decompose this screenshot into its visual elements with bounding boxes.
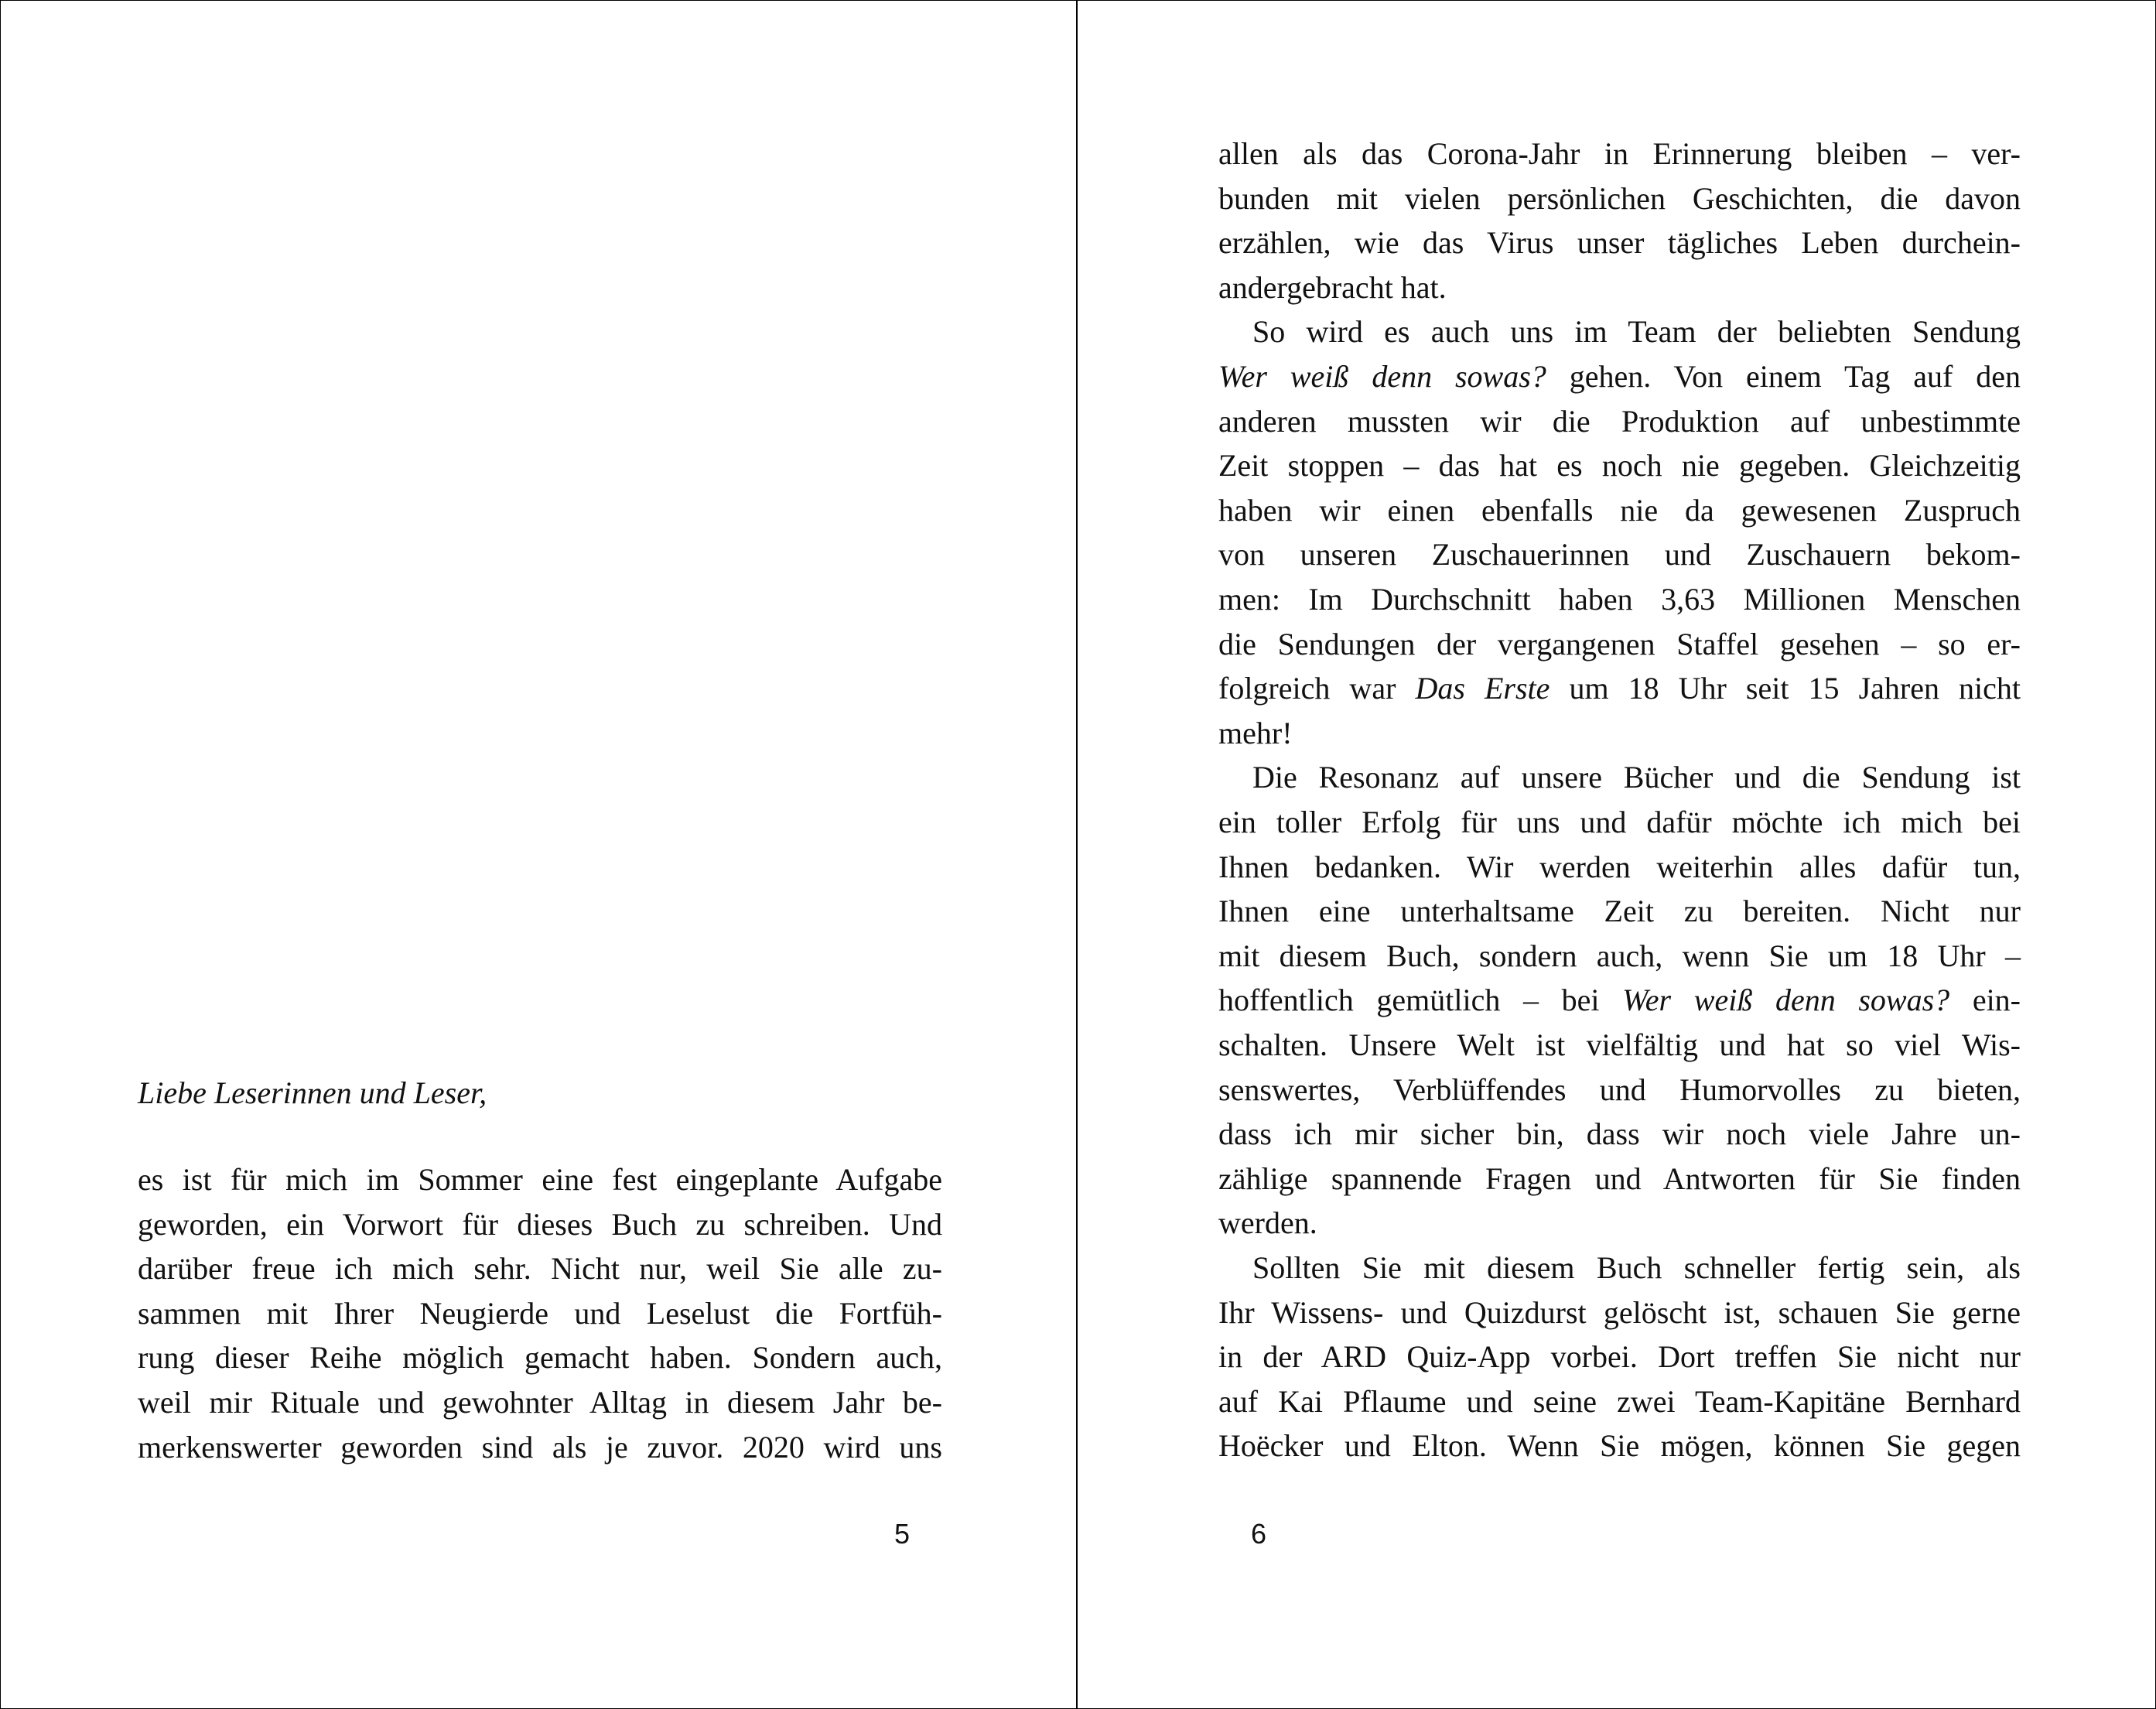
text-line (1218, 443, 2021, 488)
text-segment: merkenswerter geworden sind als je zuvor. 2020 wird uns (138, 1429, 942, 1465)
italic-title: Wer weiß denn sowas? (1218, 359, 1546, 394)
text-segment: ein- (1949, 983, 2021, 1018)
text-segment: werden. (1218, 1205, 1317, 1241)
text-segment: weil mir Rituale und gewohnter Alltag in diesem Jahr be- (138, 1385, 942, 1420)
text-line (1218, 622, 2021, 667)
text-line (1218, 1201, 2021, 1246)
text-segment: sammen mit Ihrer Neugierde und Leselust die Fortfüh- (138, 1295, 942, 1331)
text-line (1218, 978, 2021, 1023)
text-segment: es ist für mich im Sommer eine fest eingeplante Aufgabe (138, 1162, 942, 1197)
text-line (1218, 1023, 2021, 1068)
text-line (1218, 1379, 2021, 1424)
text-line (1218, 666, 2021, 711)
text-segment: geworden, ein Vorwort für dieses Buch zu schreiben. Und (138, 1206, 942, 1242)
text-line (1218, 711, 2021, 756)
text-segment: gehen. Von einem Tag auf den (1546, 359, 2021, 394)
text-segment: von unseren Zuschauerinnen und Zuschauern bekom- (1218, 537, 2021, 573)
text-segment: allen als das Corona-Jahr in Erinnerung bleiben – ver- (1218, 136, 2021, 171)
text-line (1218, 1112, 2021, 1157)
text-line (138, 1380, 942, 1425)
page-number-left: 5 (894, 1518, 911, 1550)
text-segment: die Sendungen der vergangenen Staffel gesehen – so er- (1218, 626, 2021, 661)
text-segment: Sollten Sie mit diesem Buch schneller fertig sein, als (1252, 1250, 2021, 1285)
text-line (1218, 1068, 2021, 1113)
salutation: Liebe Leserinnen und Leser, (138, 1075, 487, 1110)
text-line (1218, 265, 2021, 310)
text-segment: erzählen, wie das Virus unser tägliches Leben durchein- (1218, 225, 2021, 261)
text-line (1218, 845, 2021, 890)
text-segment: ein toller Erfolg für uns und dafür möchte ich mich bei (1218, 805, 2021, 839)
text-line (138, 1425, 942, 1470)
text-segment: zählige spannende Fragen und Antworten für Sie finden (1218, 1160, 2021, 1196)
text-line (1218, 488, 2021, 533)
text-segment: in der ARD Quiz-App vorbei. Dort treffen Sie nicht nur (1218, 1339, 2021, 1375)
text-segment: mehr! (1218, 715, 1293, 750)
text-line (1218, 889, 2021, 934)
italic-title: Wer weiß denn sowas? (1622, 983, 1950, 1018)
text-line (1218, 309, 2021, 354)
text-line (1218, 132, 2021, 176)
text-segment: haben wir einen ebenfalls nie da gewesenen Zuspruch (1218, 492, 2021, 528)
text-segment: bunden mit vielen persönlichen Geschichten, die davon (1218, 180, 2021, 216)
text-segment: Die Resonanz auf unsere Bücher und die Sendung ist (1252, 760, 2021, 795)
text-segment: Ihr Wissens- und Quizdurst gelöscht ist, schauen Sie gerne (1218, 1294, 2021, 1330)
text-segment: rung dieser Reihe möglich gemacht haben. Sondern auch, (138, 1340, 942, 1376)
text-segment: anderen mussten wir die Produktion auf unbestimmte (1218, 403, 2021, 439)
text-segment: So wird es auch uns im Team der beliebten Sendung (1252, 314, 2021, 350)
text-line (1218, 1157, 2021, 1201)
text-line (1218, 577, 2021, 622)
text-segment: um 18 Uhr seit 15 Jahren nicht (1550, 671, 2021, 706)
text-segment: auf Kai Pflaume und seine zwei Team-Kapitäne Bernhard (1218, 1383, 2021, 1419)
text-line (1218, 532, 2021, 577)
text-line (1218, 934, 2021, 979)
text-segment: Ihnen eine unterhaltsame Zeit zu bereiten. Nicht nur (1218, 894, 2021, 929)
text-segment: men: Im Durchschnitt haben 3,63 Millionen Menschen (1218, 582, 2021, 617)
text-line (1218, 354, 2021, 399)
text-line (138, 1202, 942, 1247)
text-line (1218, 399, 2021, 444)
text-segment: Ihnen bedanken. Wir werden weiterhin alles dafür tun, (1218, 849, 2021, 884)
text-segment: mit diesem Buch, sondern auch, wenn Sie um 18 Uhr – (1218, 938, 2021, 973)
text-line (1218, 1246, 2021, 1290)
page-number-right: 6 (1251, 1518, 1267, 1550)
text-segment: hoffentlich gemütlich – bei (1218, 983, 1623, 1018)
text-line (1218, 1335, 2021, 1379)
text-segment: senswertes, Verblüffendes und Humorvolles zu bieten, (1218, 1072, 2021, 1107)
text-line (1218, 800, 2021, 845)
text-line (1218, 176, 2021, 221)
text-line (138, 1157, 942, 1202)
text-segment: dass ich mir sicher bin, dass wir noch viele Jahre un- (1218, 1116, 2021, 1152)
text-segment: Zeit stoppen – das hat es noch nie gegeben. Gleichzeitig (1218, 448, 2021, 484)
page-gutter-divider (1076, 0, 1078, 1709)
text-line (1218, 1424, 2021, 1468)
text-segment: Hoëcker und Elton. Wenn Sie mögen, können Sie gegen (1218, 1428, 2021, 1464)
text-segment: schalten. Unsere Welt ist vielfältig und hat so viel Wis- (1218, 1027, 2021, 1062)
text-line (138, 1291, 942, 1336)
text-line (1218, 755, 2021, 800)
text-segment: folgreich war (1218, 671, 1416, 706)
text-line (138, 1335, 942, 1380)
text-segment: andergebracht hat. (1218, 269, 1447, 305)
text-segment: darüber freue ich mich sehr. Nicht nur, weil Sie alle zu- (138, 1251, 942, 1287)
text-line (1218, 220, 2021, 265)
text-line (1218, 1290, 2021, 1335)
text-line (138, 1246, 942, 1291)
italic-title: Das Erste (1415, 671, 1550, 706)
